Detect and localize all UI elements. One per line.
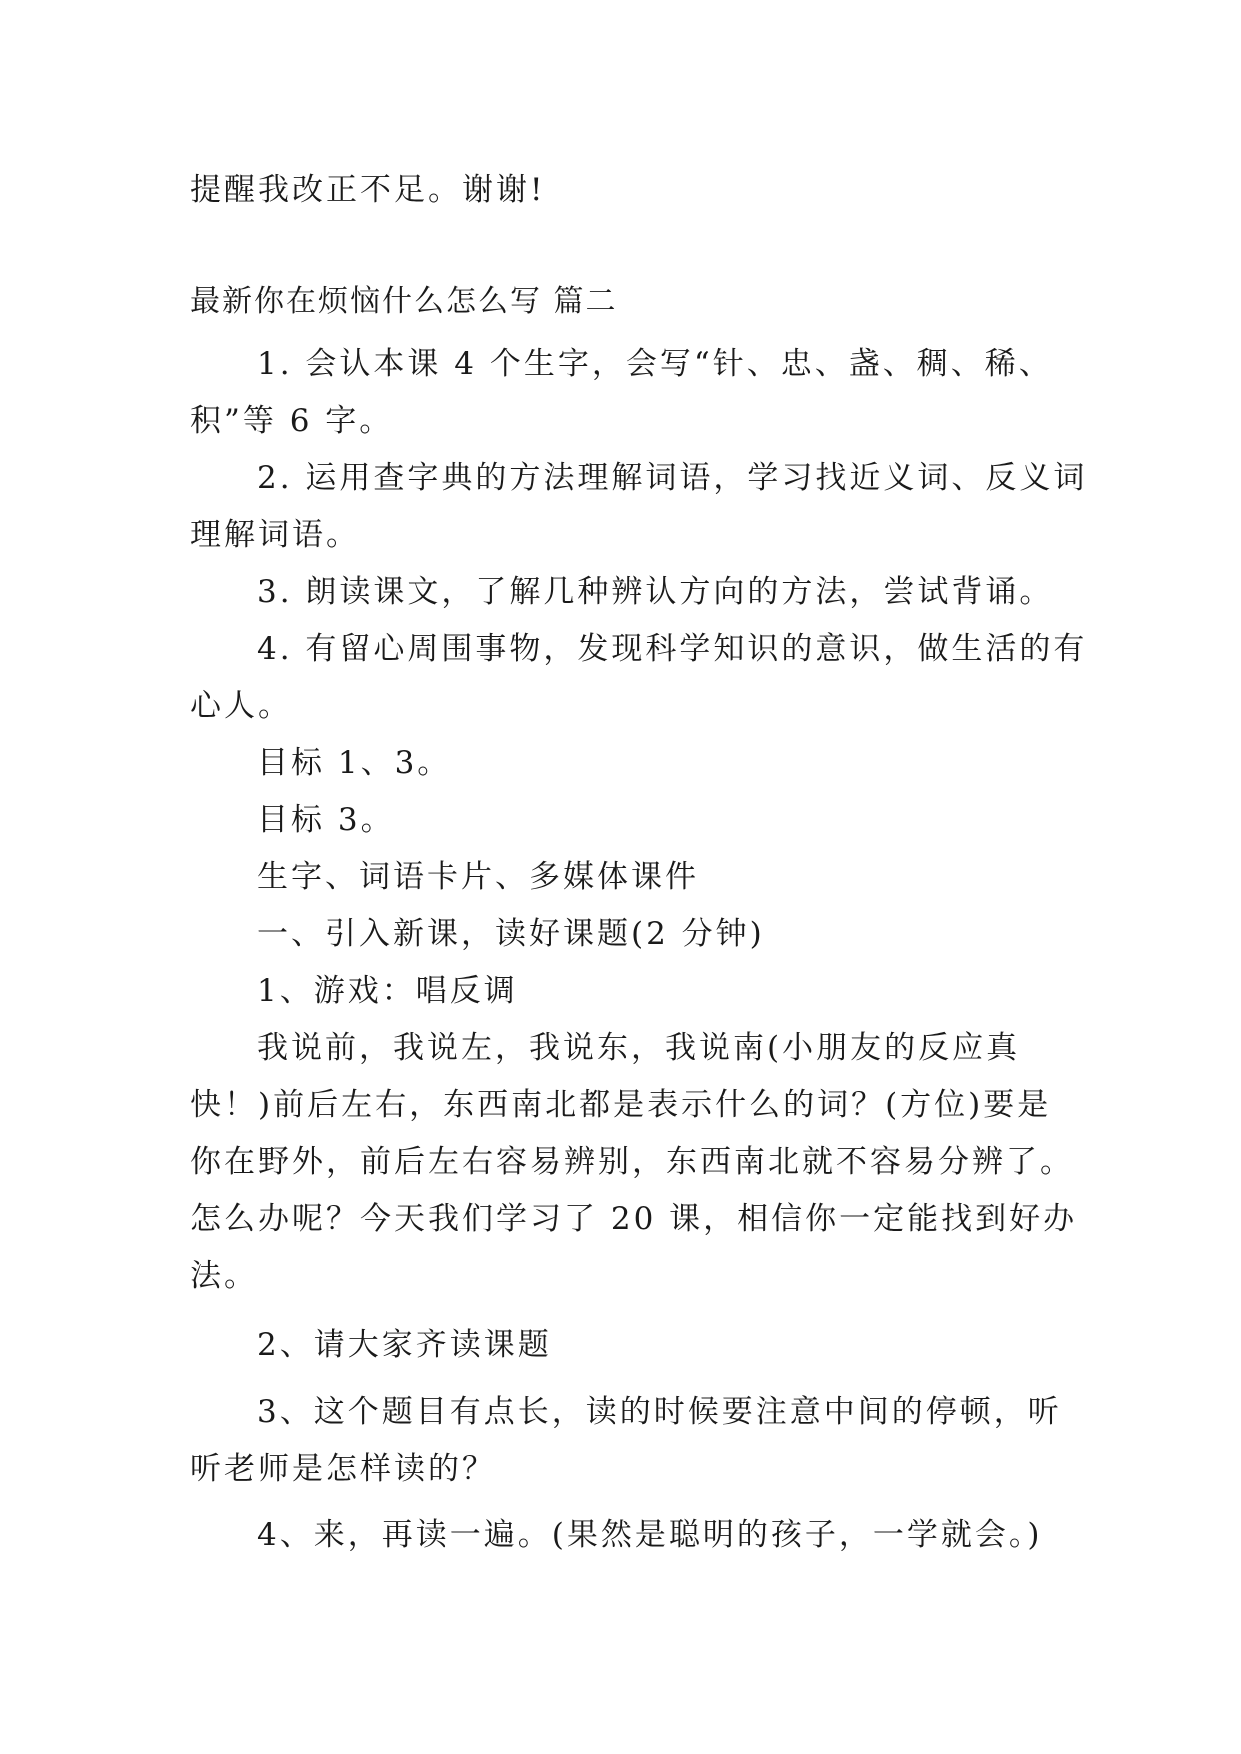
goal-line-1a: 1. 会认本课 4 个生字，会写“针、忠、盏、稠、稀、 bbox=[257, 346, 1053, 382]
paragraph-line-2: 快！)前后左右，东西南北都是表示什么的词？(方位)要是 bbox=[190, 1087, 1052, 1123]
paragraph-line-5: 法。 bbox=[190, 1258, 258, 1294]
paragraph-line-3: 你在野外，前后左右容易辨别，东西南北就不容易分辨了。 bbox=[190, 1144, 1074, 1180]
text-line-closing: 提醒我改正不足。谢谢! bbox=[190, 172, 546, 208]
paragraph-line-4: 怎么办呢？今天我们学习了 20 课，相信你一定能找到好办 bbox=[190, 1201, 1078, 1237]
key-point-line: 目标 1、3。 bbox=[257, 745, 452, 781]
difficulty-line: 目标 3。 bbox=[257, 802, 395, 838]
activity-line-3b: 听老师是怎样读的？ bbox=[190, 1451, 496, 1487]
activity-line-4: 4、来，再读一遍。(果然是聪明的孩子，一学就会。) bbox=[257, 1517, 1043, 1553]
section-heading: 最新你在烦恼什么怎么写 篇二 bbox=[190, 284, 618, 319]
step-heading-1: 一、引入新课，读好课题(2 分钟) bbox=[257, 916, 765, 952]
goal-line-1b: 积”等 6 字。 bbox=[190, 403, 394, 439]
goal-line-3: 3. 朗读课文，了解几种辨认方向的方法，尝试背诵。 bbox=[257, 574, 1054, 610]
materials-line: 生字、词语卡片、多媒体课件 bbox=[257, 859, 699, 895]
goal-line-4b: 心人。 bbox=[190, 688, 292, 724]
goal-line-4a: 4. 有留心周围事物，发现科学知识的意识，做生活的有 bbox=[257, 631, 1088, 667]
goal-line-2b: 理解词语。 bbox=[190, 517, 360, 553]
paragraph-line-1: 我说前，我说左，我说东，我说南(小朋友的反应真 bbox=[257, 1030, 1021, 1066]
goal-line-2a: 2. 运用查字典的方法理解词语，学习找近义词、反义词 bbox=[257, 460, 1088, 496]
activity-line-2: 2、请大家齐读课题 bbox=[257, 1327, 552, 1363]
activity-line-3a: 3、这个题目有点长，读的时候要注意中间的停顿，听 bbox=[257, 1394, 1062, 1430]
activity-line-1: 1、游戏：唱反调 bbox=[257, 973, 518, 1009]
